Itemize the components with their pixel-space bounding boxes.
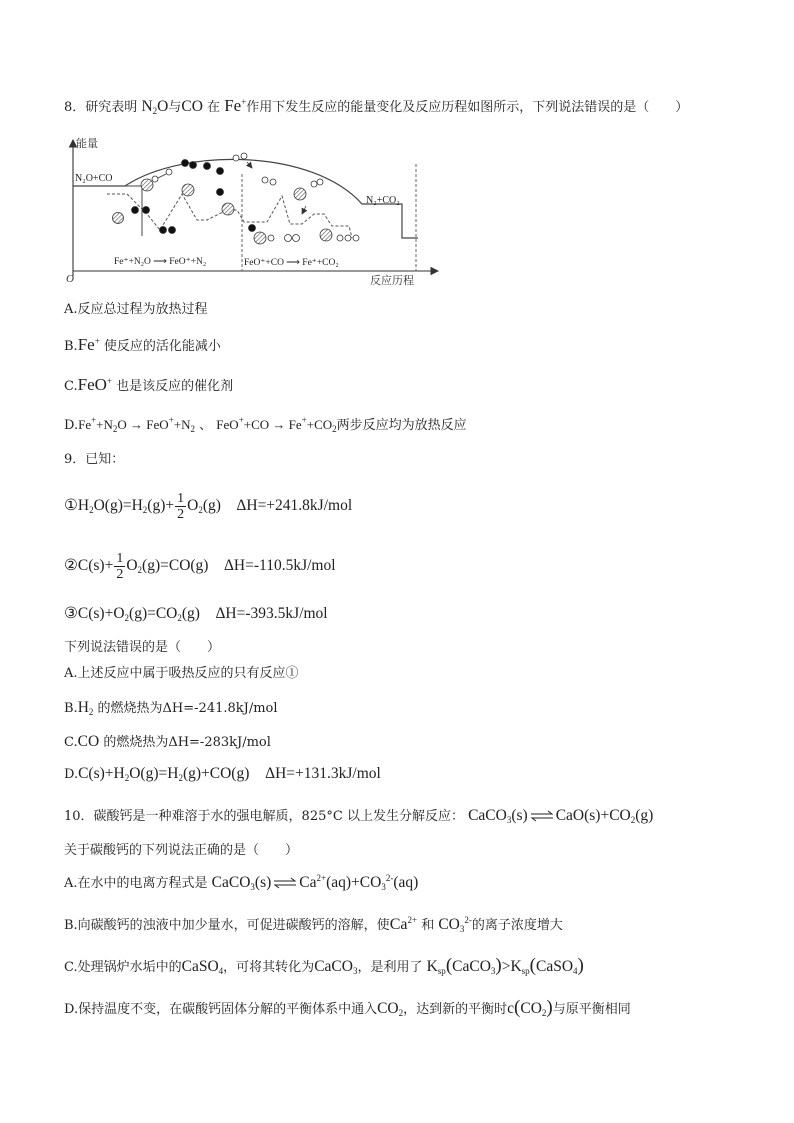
q8-number: 8．	[64, 100, 86, 115]
q10-a-prefix: A.在水中的电离方程式是	[64, 876, 208, 891]
formula-step2: $FeO^++CO \to Fe^++CO_2$	[216, 415, 337, 434]
q10-option-b	[64, 916, 563, 935]
formula-co2: $CO_2$	[377, 1000, 404, 1018]
formula-caco3-decomp: CaCO$_3$(s) $CaO(s)+CO_2(g)$	[468, 807, 654, 825]
equilibrium-arrow-icon	[273, 877, 297, 889]
x-axis-label: 反应历程	[370, 274, 414, 287]
q10-d-a: D.保持温度不变，在碳酸钙固体分解的平衡体系中通入	[64, 1002, 378, 1017]
q8-option-b	[64, 336, 221, 356]
q9-d-dh: ΔH=+131.3kJ/mol	[265, 765, 381, 782]
origin-label: O	[66, 273, 74, 285]
q9-b-prefix: B.	[64, 701, 78, 716]
q10-b-c: 的离子浓度增大	[471, 918, 563, 933]
q9-eq2-dh: ΔH=-110.5kJ/mol	[223, 557, 336, 575]
formula-caso4: CaSO$_4$	[181, 958, 224, 976]
formula-co3-2minus: $CO_3^{2-}$	[438, 915, 472, 934]
q9-b-text: 的燃烧热为ΔH=-241.8kJ/mol	[97, 701, 278, 716]
q8-stem-c: 在	[207, 100, 221, 115]
q9-option-a: A.上述反应中属于吸热反应的只有反应①	[64, 666, 299, 681]
q10-c-c: ，是利用了	[357, 960, 423, 975]
q10-c-a: C.处理锅炉水垢中的	[64, 960, 182, 975]
q8-c-text: 也是该反应的催化剂	[116, 379, 234, 394]
q10-b-b: 和	[421, 918, 435, 933]
molecule-illustrations	[113, 153, 360, 244]
q8-stem-d: 作用下发生反应的能量变化及反应历程如图所示，下列说法错误的是（ ）	[246, 100, 689, 115]
formula-ca2plus: $Ca^{2+}$	[389, 915, 418, 933]
q10-option-a	[64, 874, 418, 893]
formula-co: CO	[181, 98, 203, 115]
q9-d-prefix: D.	[64, 767, 79, 782]
q8-b-prefix: B.	[64, 339, 78, 354]
q10-stem	[64, 807, 653, 826]
q9-stem: 下列说法错误的是（ ）	[64, 640, 221, 655]
q8-d-sep: 、	[199, 418, 213, 433]
q9-number: 9．已知：	[64, 452, 125, 467]
step1-label: Fe⁺+N₂O ⟶ FeO⁺+N₂	[114, 257, 207, 267]
formula-feo-plus: FeO+	[77, 375, 112, 394]
formula-n2o: $N_2O$	[141, 98, 169, 116]
q9-option-d	[64, 765, 381, 784]
q8-c-prefix: C.	[64, 379, 78, 394]
q9-eq3: $③C(s)+O_2(g)=CO_2(g)$ ΔH=-393.5kJ/mol	[64, 605, 328, 623]
formula-h2: $H_2$	[77, 699, 94, 717]
q8-option-c	[64, 376, 233, 396]
q10-b-a: B.向碳酸钙的浊液中加少量水，可促进碳酸钙的溶解，使	[64, 918, 390, 933]
y-axis-label: 能量	[76, 137, 98, 150]
formula-ionization: CaCO$_3$(s) $Ca^{2+}(aq)+CO_3^{2-}(aq)$	[211, 873, 419, 892]
q10-option-d	[64, 999, 631, 1019]
formula-q9d: $C(s)+H_2O(g)=H_2(g)+CO(g)$	[78, 765, 261, 783]
start-level-label: N₂O+CO	[75, 173, 113, 184]
q10-d-b: ，达到新的平衡时	[403, 1002, 508, 1017]
energy-diagram	[62, 134, 442, 290]
equilibrium-arrow-icon	[530, 810, 554, 822]
q10-option-c	[64, 957, 584, 977]
q10-stem2: 关于碳酸钙的下列说法正确的是（ ）	[64, 843, 299, 858]
step2-label: FeO⁺+CO ⟶ Fe⁺+CO₂	[244, 258, 339, 268]
q8-stem	[64, 97, 688, 117]
q9-eq1-dh: ΔH=+241.8kJ/mol	[236, 497, 353, 515]
formula-fe-plus: Fe+	[77, 335, 100, 354]
q8-d-prefix: D.	[64, 418, 79, 433]
q9-eq3-dh: ΔH=-393.5kJ/mol	[215, 605, 328, 622]
formula-ksp-compare: $K_{sp}(CaCO_3)>K_{sp}(CaSO_4)$	[426, 955, 584, 976]
end-level-label: N₂+CO₂	[366, 195, 400, 206]
formula-fe-plus: Fe+	[224, 96, 247, 115]
q8-option-a: A.反应总过程为放热过程	[64, 302, 208, 317]
q10-c-b: ，可将其转化为	[223, 960, 315, 975]
formula-step1: $Fe^++N_2O \to FeO^++N_2$	[78, 415, 195, 434]
q9-option-b	[64, 699, 278, 718]
q9-c-prefix: C.	[64, 735, 78, 750]
q8-stem-b: 与	[168, 100, 182, 115]
q9-eq2: ②C(s)+ $\frac{1}{2}$ $O_2(g)=CO(g)$ ΔH=-110.5kJ/mol	[64, 551, 336, 582]
q9-c-text: 的燃烧热为ΔH=-283kJ/mol	[103, 735, 271, 750]
q10-stem-a: 碳酸钙是一种难溶于水的强电解质，825°C 以上发生分解反应：	[93, 809, 464, 824]
q8-stem-a: 研究表明	[85, 100, 138, 115]
reaction-profile	[107, 194, 352, 238]
q8-d-text: 两步反应均为放热反应	[336, 418, 467, 433]
formula-co: CO	[77, 733, 100, 750]
q8-option-d	[64, 416, 467, 435]
formula-c-co2: $c(CO_2)$	[507, 997, 553, 1018]
q10-number: 10．	[64, 809, 94, 824]
q8-b-text: 使反应的活化能减小	[103, 339, 221, 354]
q10-d-c: 与原平衡相同	[552, 1002, 631, 1017]
q9-eq1: $①H_2O(g)=H_2(g)+$ $\frac{1}{2}$ $O_2(g)$ ΔH=+241.8kJ/mol	[64, 491, 353, 522]
q9-option-c	[64, 733, 271, 752]
formula-caco3: CaCO$_3$	[314, 958, 358, 976]
